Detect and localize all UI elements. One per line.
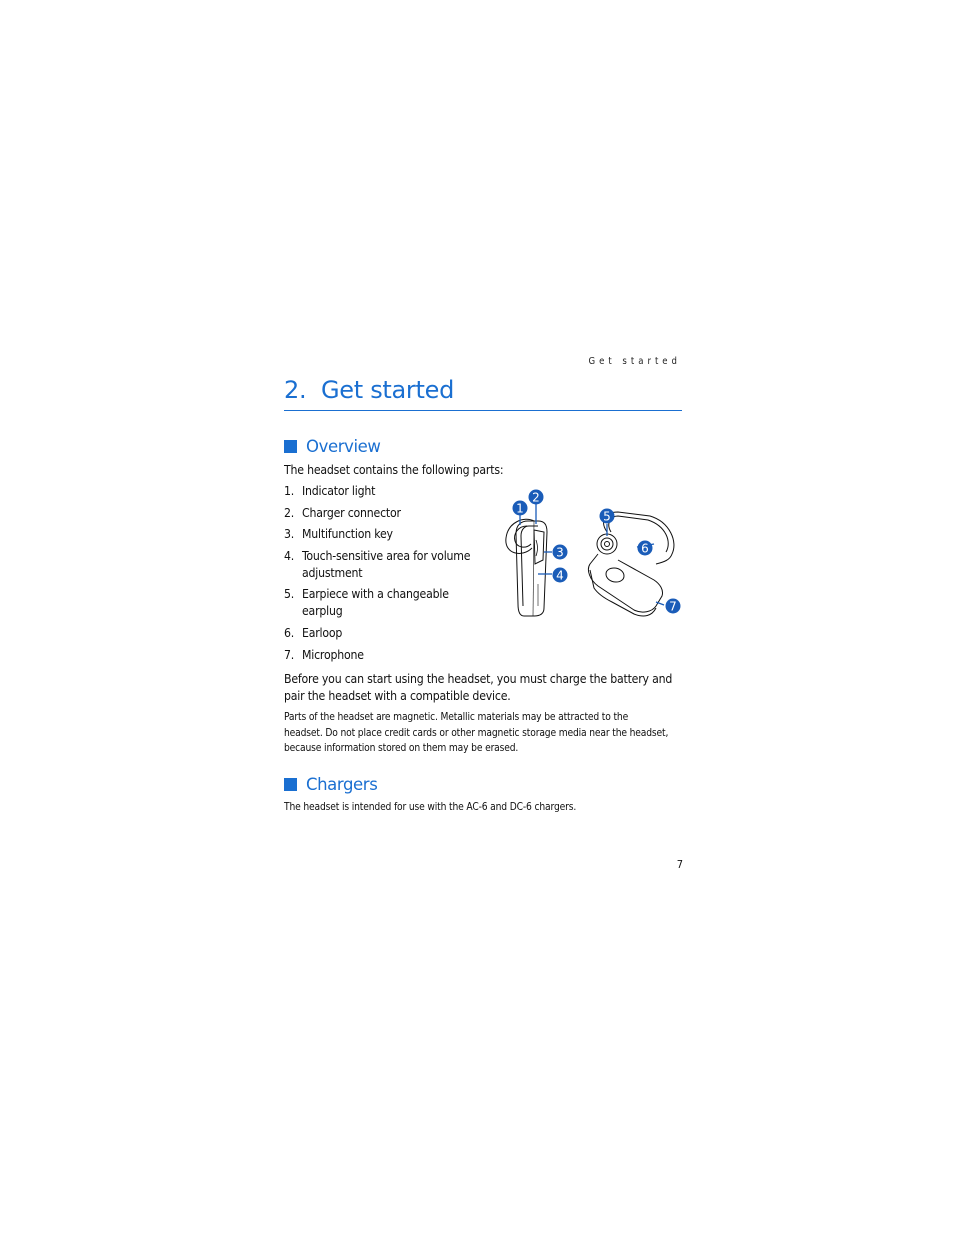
callout-6	[638, 541, 653, 556]
headset-angled-view-drawing	[588, 509, 674, 616]
callout-5	[600, 509, 615, 524]
magnetic-note: Parts of the headset are magnetic. Metallic materials may be attracted to the headset. Do not place credit cards or other magnetic storage media near the headset, because information stored on them may be erased.	[284, 712, 669, 755]
callout-2	[529, 490, 544, 505]
overview-intro: The headset contains the following parts:	[284, 463, 504, 477]
chargers-heading-text: Chargers	[306, 775, 378, 794]
chapter-title-text: Get started	[321, 376, 455, 404]
list-item: 6. Earloop	[284, 625, 343, 640]
svg-text:4: 4	[556, 568, 564, 583]
list-item: 2. Charger connector	[284, 505, 401, 520]
svg-text:6: 6	[641, 541, 649, 556]
overview-heading	[284, 437, 380, 456]
svg-text:3: 3	[556, 545, 564, 560]
chargers-heading	[284, 775, 377, 794]
headset-parts-figure	[494, 484, 686, 620]
list-item: 4. Touch-sensitive area for volume adjustment	[284, 548, 471, 580]
list-item: 5. Earpiece with a changeable earplug	[284, 587, 449, 619]
svg-text:2: 2	[532, 490, 540, 505]
list-item: 3. Multifunction key	[284, 527, 393, 542]
chargers-text: The headset is intended for use with the AC-6 and DC-6 chargers.	[284, 802, 577, 813]
chapter-title	[284, 376, 682, 404]
svg-text:1: 1	[516, 501, 524, 516]
overview-heading-text: Overview	[306, 437, 381, 456]
section-square-icon	[284, 440, 297, 453]
list-item: 7. Microphone	[284, 647, 364, 662]
callout-7	[666, 599, 681, 614]
title-rule	[284, 410, 682, 411]
headset-side-view-drawing	[506, 519, 547, 616]
list-item: 1. Indicator light	[284, 484, 376, 498]
svg-text:5: 5	[603, 509, 611, 524]
parts-list	[284, 483, 489, 668]
running-head: Get started	[588, 356, 681, 367]
overview-paragraph: Before you can start using the headset, you must charge the battery and pair the headset with a compatible device.	[284, 672, 673, 703]
callout-1	[513, 501, 528, 516]
page-number: 7	[676, 858, 683, 871]
callout-3	[553, 545, 568, 560]
callout-4	[553, 568, 568, 583]
section-square-icon	[284, 778, 297, 791]
svg-text:7: 7	[669, 599, 677, 614]
chapter-number: 2.	[284, 376, 307, 404]
